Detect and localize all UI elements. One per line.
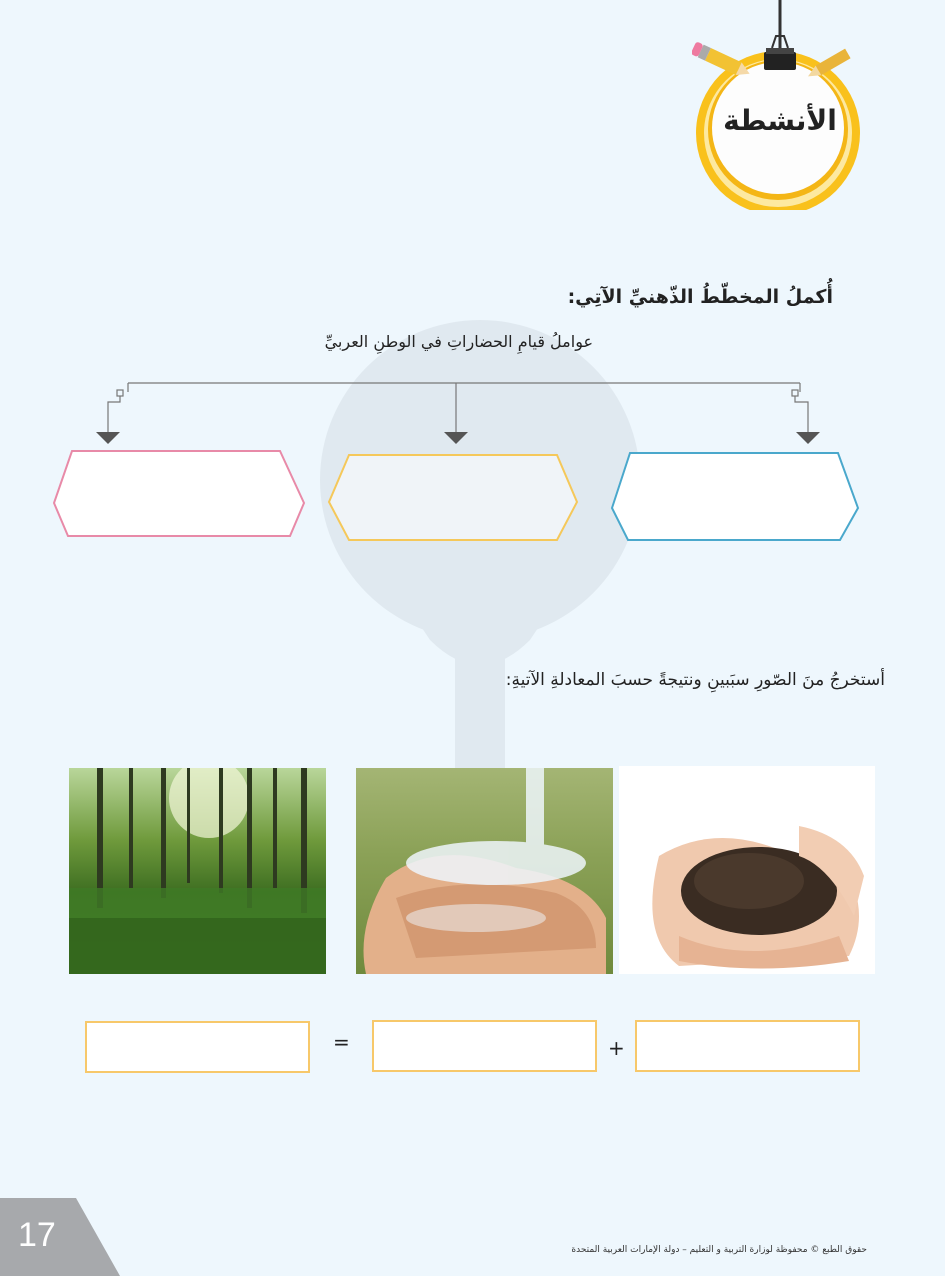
soil-hands-image [619, 766, 875, 974]
plus-sign: + [608, 1036, 625, 1060]
result-box[interactable] [85, 1021, 310, 1073]
arrow-down-icon [444, 432, 468, 444]
mindmap-center-label: عواملُ قيامِ الحضاراتِ في الوطنِ العربيِّ [324, 332, 593, 351]
badge-label: الأنشطة [723, 104, 837, 137]
mindmap-instruction: أُكملُ المخطّطُ الذّهنيِّ الآتِي: [567, 286, 833, 308]
cause-box-2[interactable] [372, 1020, 597, 1072]
page-number: 17 [18, 1216, 56, 1254]
mindmap-connectors [0, 360, 945, 460]
mindmap-box-right[interactable] [608, 450, 862, 542]
arrow-down-icon [96, 432, 120, 444]
copyright-notice: حقوق الطبع © محفوظة لوزارة التربية و التعليم – دولة الإمارات العربية المتحدة [571, 1245, 867, 1255]
equals-sign: = [333, 1030, 350, 1054]
water-hands-image [356, 768, 613, 974]
mindmap-box-center[interactable] [325, 452, 581, 544]
equation-instruction: أستخرجُ منَ الصّورِ سبَبينِ ونتيجةً حسبَ المعادلةِ الآتيةِ: [505, 670, 885, 690]
arrow-down-icon [796, 432, 820, 444]
forest-image [69, 768, 326, 974]
cause-box-1[interactable] [635, 1020, 860, 1072]
mindmap-box-left[interactable] [50, 448, 308, 540]
